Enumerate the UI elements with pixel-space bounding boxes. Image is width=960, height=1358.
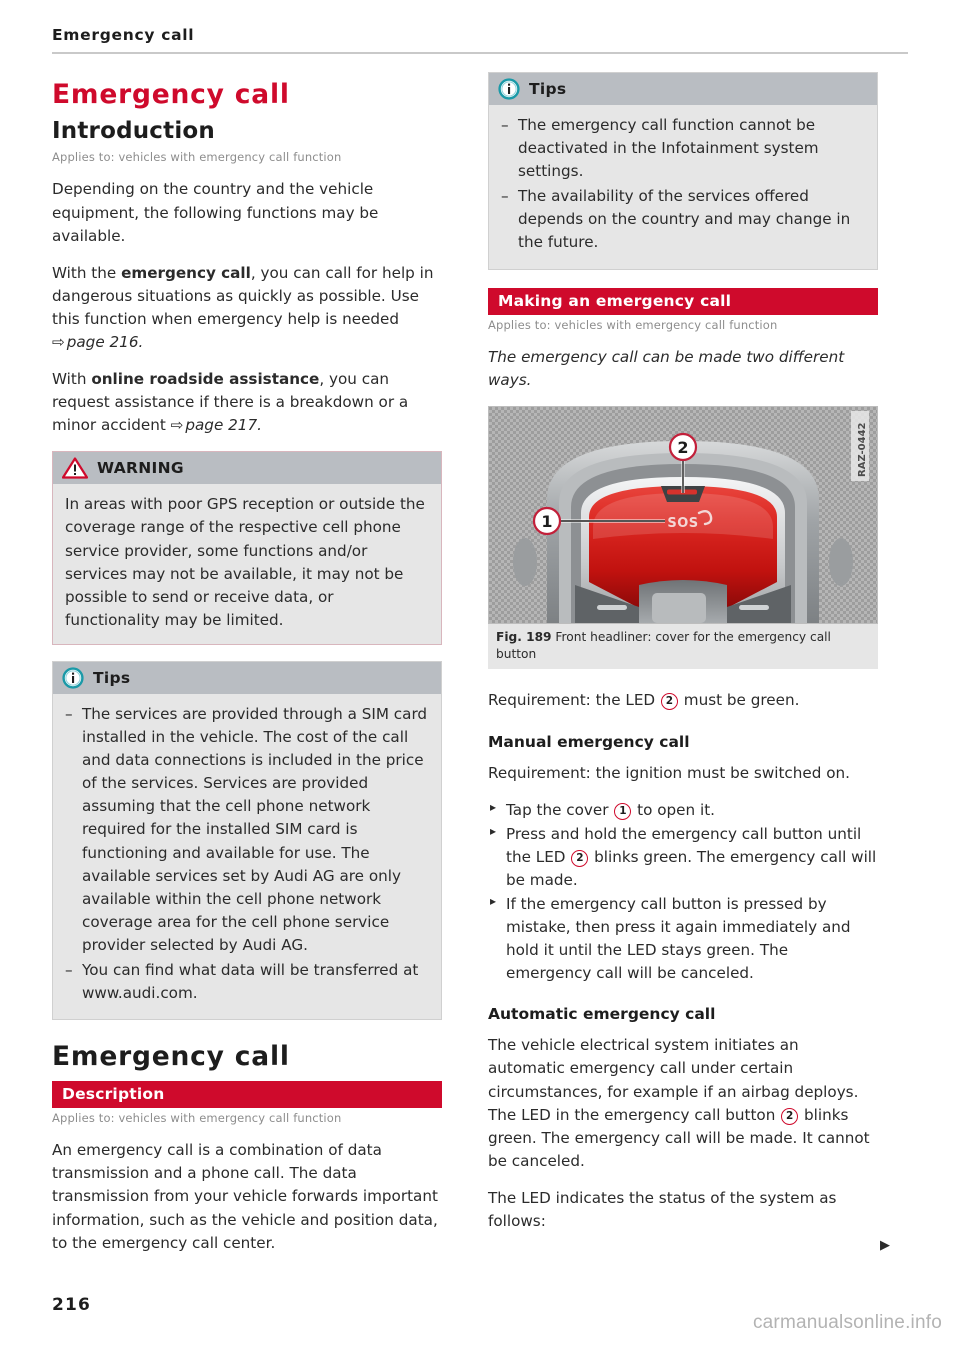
- p2-bold: emergency call: [121, 263, 251, 282]
- heading-automatic-emergency-call: Automatic emergency call: [488, 1005, 716, 1024]
- running-head: Emergency call: [52, 26, 195, 44]
- req-led-post: must be green.: [678, 691, 800, 710]
- chapter-title: Emergency call: [52, 79, 290, 110]
- tips-box-right-body: [489, 105, 877, 269]
- step3-text: If the emergency call button is pressed by mistake, then press it again immediately and hold it until the LED stays green. The emergency call will be canceled.: [506, 894, 851, 983]
- intro-paragraph-3: [52, 368, 442, 437]
- figure-189: [488, 406, 878, 670]
- tips-right-list: [501, 114, 865, 255]
- intro-paragraph-2: [52, 262, 442, 354]
- automatic-paragraph: [488, 1034, 878, 1173]
- figure-image-headliner: [488, 406, 878, 624]
- section-bar-description: Description: [52, 1081, 442, 1108]
- tips-box-right-header: [489, 73, 877, 105]
- warning-box-title: WARNING: [97, 459, 184, 478]
- warning-text: In areas with poor GPS reception or outside the coverage range of the respective cell phone service provider, some functions and/or services may not be available, it may not be possible to send or receive data, or functionality may be limited.: [65, 495, 425, 629]
- watermark: carmanualsonline.info: [752, 1312, 942, 1333]
- callout-ref-2: 2: [781, 1108, 798, 1125]
- tips-box-left-header: [53, 662, 441, 694]
- list-item: – You can find what data will be transferred at www.audi.com.: [65, 959, 429, 1005]
- figure-number: Fig. 189: [496, 629, 552, 644]
- callout-ref-2: 2: [661, 693, 678, 710]
- callout-ref-1: 1: [614, 803, 631, 820]
- warning-triangle-icon: [62, 457, 88, 479]
- intro-paragraph-1: Depending on the country and the vehicle equipment, the following functions may be available.: [52, 180, 379, 245]
- applies-to-introduction: Applies to: vehicles with emergency call function: [52, 150, 342, 165]
- step2-pre: Press and hold the emergency call button until the LED: [506, 824, 862, 866]
- warning-box-body: [53, 484, 441, 644]
- led-status-paragraph: The LED indicates the status of the system as follows:: [488, 1188, 837, 1230]
- tips-box-right-title: Tips: [529, 80, 567, 98]
- page-number: 216: [52, 1295, 92, 1315]
- p2-post: , you can call for help in dangerous situations as quickly as possible. Use this function when emergency help is needed: [52, 263, 434, 328]
- info-circle-icon: [498, 78, 520, 100]
- p3-bold: online roadside assistance: [91, 370, 320, 389]
- applies-to-description: Applies to: vehicles with emergency call function: [52, 1111, 342, 1126]
- svg-text:1: 1: [541, 511, 553, 531]
- header-divider: [52, 52, 908, 54]
- description-paragraph: An emergency call is a combination of data transmission and a phone call. The data transmission from your vehicle forwards important information, such as the vehicle and position data, to the emergency call center.: [52, 1141, 438, 1252]
- chapter-title-emergency-call-2: Emergency call: [52, 1041, 290, 1073]
- list-item: – The services are provided through a SIM card installed in the vehicle. The cost of the call and data connections is included in the price of the services. Services are provided assuming that the cell phone network required for the installed SIM card is functioning and available for use. The available services set by Audi AG are only available within the cell phone network coverage area for the cell phone service provider selected by Audi AG.: [65, 703, 429, 957]
- auto-pre: The vehicle electrical system initiates an automatic emergency call under certain circumstances, for example if an airbag deploys. The LED in the emergency call button: [488, 1036, 859, 1124]
- figure-caption-text: Front headliner: cover for the emergency call button: [496, 629, 831, 661]
- tips-box-right: [488, 72, 878, 270]
- right-column: [488, 72, 878, 1247]
- tips-box-left: [52, 661, 442, 1020]
- figure-caption: [488, 624, 878, 670]
- page-reference-217[interactable]: ⇨ page 217.: [171, 416, 262, 434]
- list-item: [488, 799, 878, 822]
- step2-post: blinks green. The emergency call will be made.: [506, 847, 877, 889]
- info-circle-icon: [62, 667, 84, 689]
- left-column: [52, 72, 442, 1269]
- p3-pre: With: [52, 370, 92, 389]
- warning-box-header: [53, 452, 441, 484]
- applies-to-making-call: Applies to: vehicles with emergency call function: [488, 317, 778, 332]
- manual-steps-list: [488, 799, 878, 986]
- tips-box-left-body: [53, 694, 441, 1019]
- page-reference-216[interactable]: ⇨ page 216.: [52, 333, 143, 351]
- svg-text:SOS: SOS: [667, 515, 699, 531]
- p2-pre: With the: [52, 263, 122, 282]
- list-item: [488, 823, 878, 892]
- callout-ref-2: 2: [571, 850, 588, 867]
- auto-post: blinks green. The emergency call will be made. It cannot be canceled.: [488, 1105, 870, 1170]
- manual-requirement: Requirement: the ignition must be switched on.: [488, 763, 850, 782]
- section-bar-making-call: Making an emergency call: [488, 288, 878, 315]
- list-item: – The availability of the services offered depends on the country and may change in the future.: [501, 185, 865, 254]
- step1-post: to open it.: [632, 800, 715, 819]
- list-item: – The emergency call function cannot be deactivated in the Infotainment system settings.: [501, 114, 865, 183]
- requirement-led-paragraph: [488, 689, 878, 712]
- req-led-pre: Requirement: the LED: [488, 691, 660, 710]
- tips-box-left-title: Tips: [93, 668, 131, 687]
- making-call-intro: The emergency call can be made two different ways.: [488, 347, 845, 389]
- svg-text:2: 2: [677, 437, 689, 457]
- p3-post: , you can request assistance if there is a breakdown or a minor accident: [52, 370, 409, 435]
- heading-manual-emergency-call: Manual emergency call: [488, 732, 690, 751]
- continuation-arrow-icon: ▶: [880, 1238, 890, 1253]
- tips-left-list: [65, 703, 429, 1005]
- figure-id-label: RAZ-0442: [857, 422, 868, 477]
- step1-pre: Tap the cover: [506, 800, 614, 819]
- section-title-introduction: Introduction: [52, 118, 215, 145]
- warning-box: [52, 451, 442, 645]
- list-item: [488, 893, 878, 985]
